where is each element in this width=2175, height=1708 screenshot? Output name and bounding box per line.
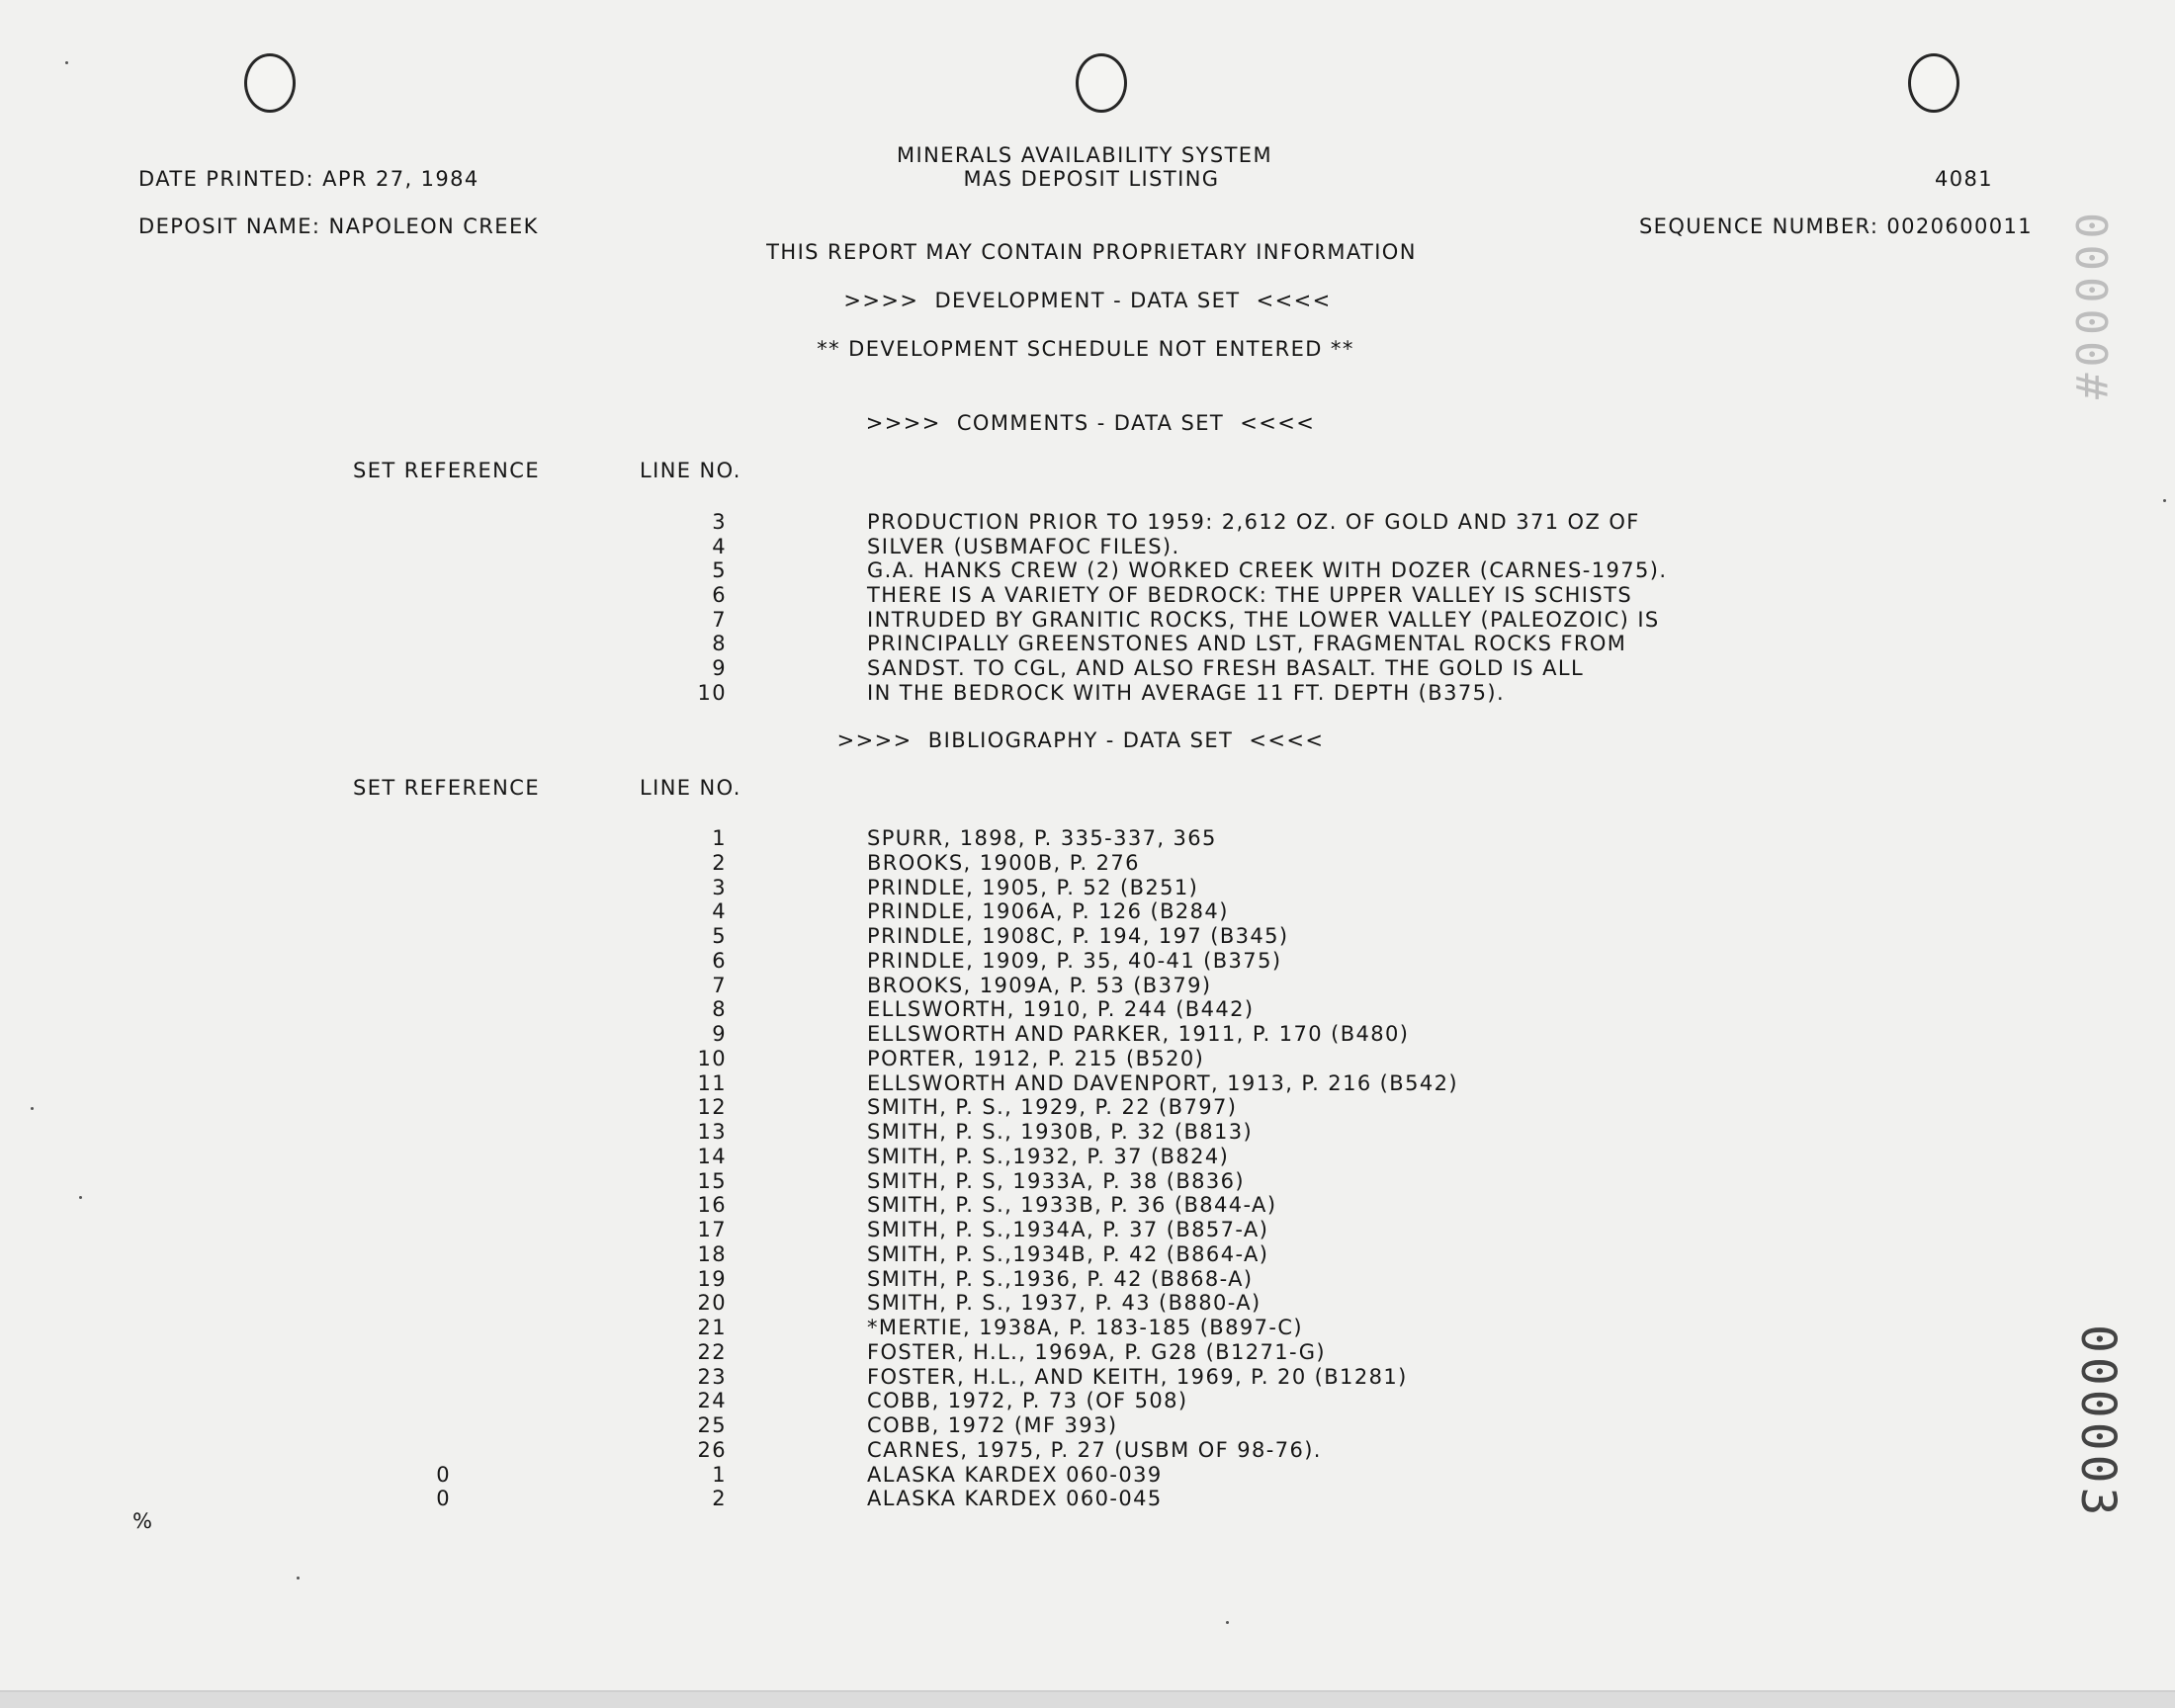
bib-line-no: 19 bbox=[697, 1267, 727, 1291]
bib-line-text: FOSTER, H.L., 1969A, P. G28 (B1271-G) bbox=[867, 1340, 1327, 1364]
bib-line-no: 8 bbox=[712, 997, 727, 1021]
bib-line-no: 10 bbox=[697, 1047, 727, 1070]
bib-line-no: 15 bbox=[697, 1169, 727, 1193]
bib-line-text: SMITH, P. S., 1929, P. 22 (B797) bbox=[867, 1095, 1238, 1119]
bib-line-text: ELLSWORTH AND DAVENPORT, 1913, P. 216 (B542) bbox=[867, 1071, 1458, 1095]
comments-col-line-no: LINE NO. bbox=[640, 459, 741, 482]
margin-stamp-upper-right: 00000# bbox=[2065, 213, 2116, 405]
bib-line-text: PRINDLE, 1908C, P. 194, 197 (B345) bbox=[867, 924, 1289, 948]
bib-line-text: PORTER, 1912, P. 215 (B520) bbox=[867, 1047, 1205, 1070]
bib-line-no: 21 bbox=[697, 1316, 727, 1339]
sequence-number: SEQUENCE NUMBER: 0020600011 bbox=[1638, 214, 2033, 238]
scan-speck bbox=[1226, 1621, 1229, 1624]
comment-line-no: 9 bbox=[712, 656, 727, 680]
bib-line-text: CARNES, 1975, P. 27 (USBM OF 98-76). bbox=[867, 1438, 1322, 1462]
bib-line-no: 12 bbox=[697, 1095, 727, 1119]
scan-speck bbox=[297, 1577, 300, 1580]
scan-speck bbox=[31, 1107, 34, 1110]
development-heading: >>>> DEVELOPMENT - DATA SET <<<< bbox=[843, 289, 1332, 312]
bib-line-no: 20 bbox=[697, 1291, 727, 1315]
listing-title: MAS DEPOSIT LISTING bbox=[963, 167, 1220, 191]
proprietary-notice: THIS REPORT MAY CONTAIN PROPRIETARY INFORMATION bbox=[766, 240, 1417, 264]
bib-line-text: *MERTIE, 1938A, P. 183-185 (B897-C) bbox=[867, 1316, 1304, 1339]
comment-line-text: SILVER (USBMAFOC FILES). bbox=[867, 535, 1180, 558]
comment-line-no: 8 bbox=[712, 632, 727, 655]
page-number: 4081 bbox=[1934, 167, 1993, 191]
bib-line-text: SMITH, P. S, 1933A, P. 38 (B836) bbox=[867, 1169, 1246, 1193]
bib-line-no: 1 bbox=[712, 826, 727, 850]
bib-line-no: 3 bbox=[712, 876, 727, 899]
bib-line-text: PRINDLE, 1905, P. 52 (B251) bbox=[867, 876, 1199, 899]
date-printed: DATE PRINTED: APR 27, 1984 bbox=[138, 167, 479, 191]
bib-line-text: BROOKS, 1909A, P. 53 (B379) bbox=[867, 974, 1212, 997]
bib-line-no: 16 bbox=[697, 1193, 727, 1217]
bib-line-text: SMITH, P. S.,1932, P. 37 (B824) bbox=[867, 1145, 1230, 1168]
bib-line-text: SMITH, P. S.,1934A, P. 37 (B857-A) bbox=[867, 1218, 1269, 1241]
comment-line-no: 6 bbox=[712, 583, 727, 607]
bib-line-no: 2 bbox=[712, 1487, 727, 1510]
bib-line-no: 25 bbox=[697, 1413, 727, 1437]
bib-line-no: 14 bbox=[697, 1145, 727, 1168]
bib-line-text: COBB, 1972, P. 73 (OF 508) bbox=[867, 1389, 1188, 1412]
bib-line-text: BROOKS, 1900B, P. 276 bbox=[867, 851, 1140, 875]
binder-hole-right bbox=[1908, 53, 1959, 113]
scan-speck bbox=[79, 1196, 82, 1199]
bibliography-col-set-reference: SET REFERENCE bbox=[353, 776, 541, 800]
bib-line-no: 2 bbox=[712, 851, 727, 875]
bib-line-no: 23 bbox=[697, 1365, 727, 1389]
bib-line-no: 9 bbox=[712, 1022, 727, 1046]
margin-stamp-lower-right: 000003 bbox=[2070, 1324, 2126, 1520]
bib-line-no: 7 bbox=[712, 974, 727, 997]
bib-line-text: ELLSWORTH, 1910, P. 244 (B442) bbox=[867, 997, 1255, 1021]
bib-line-no: 1 bbox=[712, 1463, 727, 1487]
bib-line-text: ALASKA KARDEX 060-045 bbox=[867, 1487, 1163, 1510]
bib-line-text: ELLSWORTH AND PARKER, 1911, P. 170 (B480) bbox=[867, 1022, 1410, 1046]
bib-line-text: SMITH, P. S., 1930B, P. 32 (B813) bbox=[867, 1120, 1254, 1144]
comment-line-text: PRODUCTION PRIOR TO 1959: 2,612 OZ. OF GOLD AND 371 OZ OF bbox=[867, 510, 1640, 534]
bib-line-text: ALASKA KARDEX 060-039 bbox=[867, 1463, 1163, 1487]
bib-line-no: 13 bbox=[697, 1120, 727, 1144]
bib-line-text: SMITH, P. S., 1933B, P. 36 (B844-A) bbox=[867, 1193, 1277, 1217]
bib-line-no: 4 bbox=[712, 899, 727, 923]
bibliography-col-line-no: LINE NO. bbox=[640, 776, 741, 800]
comment-line-text: THERE IS A VARIETY OF BEDROCK: THE UPPER VALLEY IS SCHISTS bbox=[867, 583, 1633, 607]
bib-line-no: 18 bbox=[697, 1242, 727, 1266]
comment-line-no: 3 bbox=[712, 510, 727, 534]
bib-line-no: 22 bbox=[697, 1340, 727, 1364]
bib-line-text: SMITH, P. S., 1937, P. 43 (B880-A) bbox=[867, 1291, 1262, 1315]
bib-line-text: COBB, 1972 (MF 393) bbox=[867, 1413, 1118, 1437]
scan-speck bbox=[2163, 499, 2166, 502]
deposit-name: DEPOSIT NAME: NAPOLEON CREEK bbox=[138, 214, 539, 238]
bib-line-text: FOSTER, H.L., AND KEITH, 1969, P. 20 (B1281) bbox=[867, 1365, 1408, 1389]
comments-col-set-reference: SET REFERENCE bbox=[353, 459, 541, 482]
binder-hole-center bbox=[1076, 53, 1127, 113]
bib-line-no: 17 bbox=[697, 1218, 727, 1241]
bib-line-text: SMITH, P. S.,1934B, P. 42 (B864-A) bbox=[867, 1242, 1269, 1266]
comment-line-no: 4 bbox=[712, 535, 727, 558]
bib-line-text: SPURR, 1898, P. 335-337, 365 bbox=[867, 826, 1217, 850]
bib-set-reference: 0 bbox=[436, 1463, 451, 1487]
percent-mark: % bbox=[132, 1509, 154, 1533]
bib-line-no: 26 bbox=[697, 1438, 727, 1462]
comment-line-text: INTRUDED BY GRANITIC ROCKS, THE LOWER VALLEY (PALEOZOIC) IS bbox=[867, 608, 1660, 632]
bib-line-no: 11 bbox=[697, 1071, 727, 1095]
system-title: MINERALS AVAILABILITY SYSTEM bbox=[897, 143, 1272, 167]
bib-set-reference: 0 bbox=[436, 1487, 451, 1510]
bib-line-no: 24 bbox=[697, 1389, 727, 1412]
comment-line-no: 10 bbox=[697, 681, 727, 705]
comment-line-text: SANDST. TO CGL, AND ALSO FRESH BASALT. THE GOLD IS ALL bbox=[867, 656, 1585, 680]
comment-line-text: IN THE BEDROCK WITH AVERAGE 11 FT. DEPTH (B375). bbox=[867, 681, 1506, 705]
comment-line-text: PRINCIPALLY GREENSTONES AND LST, FRAGMENTAL ROCKS FROM bbox=[867, 632, 1627, 655]
comments-heading: >>>> COMMENTS - DATA SET <<<< bbox=[865, 411, 1316, 435]
binder-hole-left bbox=[244, 53, 296, 113]
bib-line-no: 5 bbox=[712, 924, 727, 948]
scan-speck bbox=[65, 61, 68, 64]
bib-line-text: PRINDLE, 1909, P. 35, 40-41 (B375) bbox=[867, 949, 1282, 973]
development-note: ** DEVELOPMENT SCHEDULE NOT ENTERED ** bbox=[817, 337, 1354, 361]
bib-line-text: PRINDLE, 1906A, P. 126 (B284) bbox=[867, 899, 1229, 923]
bibliography-heading: >>>> BIBLIOGRAPHY - DATA SET <<<< bbox=[836, 728, 1325, 752]
bib-line-text: SMITH, P. S.,1936, P. 42 (B868-A) bbox=[867, 1267, 1254, 1291]
comment-line-no: 7 bbox=[712, 608, 727, 632]
bib-line-no: 6 bbox=[712, 949, 727, 973]
comment-line-text: G.A. HANKS CREW (2) WORKED CREEK WITH DOZER (CARNES-1975). bbox=[867, 558, 1668, 582]
comment-line-no: 5 bbox=[712, 558, 727, 582]
